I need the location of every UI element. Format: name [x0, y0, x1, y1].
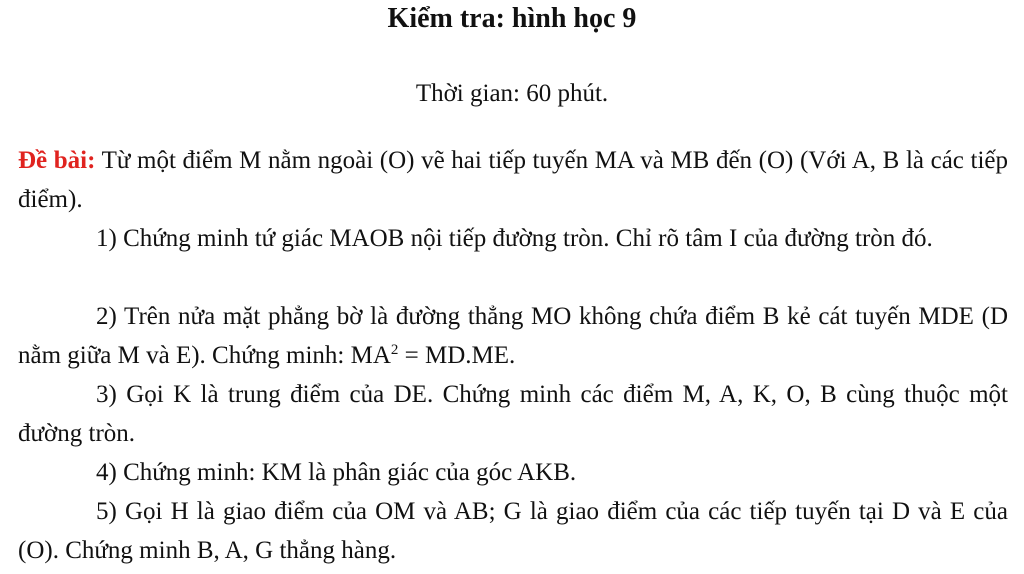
question-3-text: 3) Gọi K là trung điểm của DE. Chứng minh các điểm M, A, K, O, B cùng thuộc một đường tròn.: [18, 381, 1008, 447]
question-4: [18, 454, 1008, 493]
question-3: [18, 376, 1008, 453]
question-2-tail: = MD.ME.: [398, 341, 516, 369]
question-1: [18, 220, 1008, 259]
question-2: [18, 298, 1008, 375]
problem-label: Đề bài:: [18, 147, 96, 174]
question-4-text: 4) Chứng minh: KM là phân giác của góc AKB.: [96, 459, 577, 486]
question-5-text: 5) Gọi H là giao điểm của OM và AB; G là giao điểm của các tiếp tuyến tại D và E của (O). Chứng minh B, A, G thẳng hàng.: [18, 498, 1008, 564]
problem-statement: [18, 142, 1008, 219]
question-2-exponent: 2: [390, 341, 399, 358]
question-1-text: 1) Chứng minh tứ giác MAOB nội tiếp đường tròn. Chỉ rõ tâm I của đường tròn đó.: [96, 225, 933, 252]
time-limit: Thời gian: 60 phút.: [415, 80, 609, 107]
problem-text: Từ một điểm M nằm ngoài (O) vẽ hai tiếp tuyến MA và MB đến (O) (Với A, B là các tiếp điểm).: [18, 147, 1008, 213]
page-title: Kiểm tra: hình học 9: [387, 3, 637, 34]
question-2-text: 2) Trên nửa mặt phẳng bờ là đường thẳng MO không chứa điểm B kẻ cát tuyến MDE (D nằm giữa M và E). Chứng minh: MA: [18, 303, 1008, 369]
question-5: [18, 493, 1008, 570]
